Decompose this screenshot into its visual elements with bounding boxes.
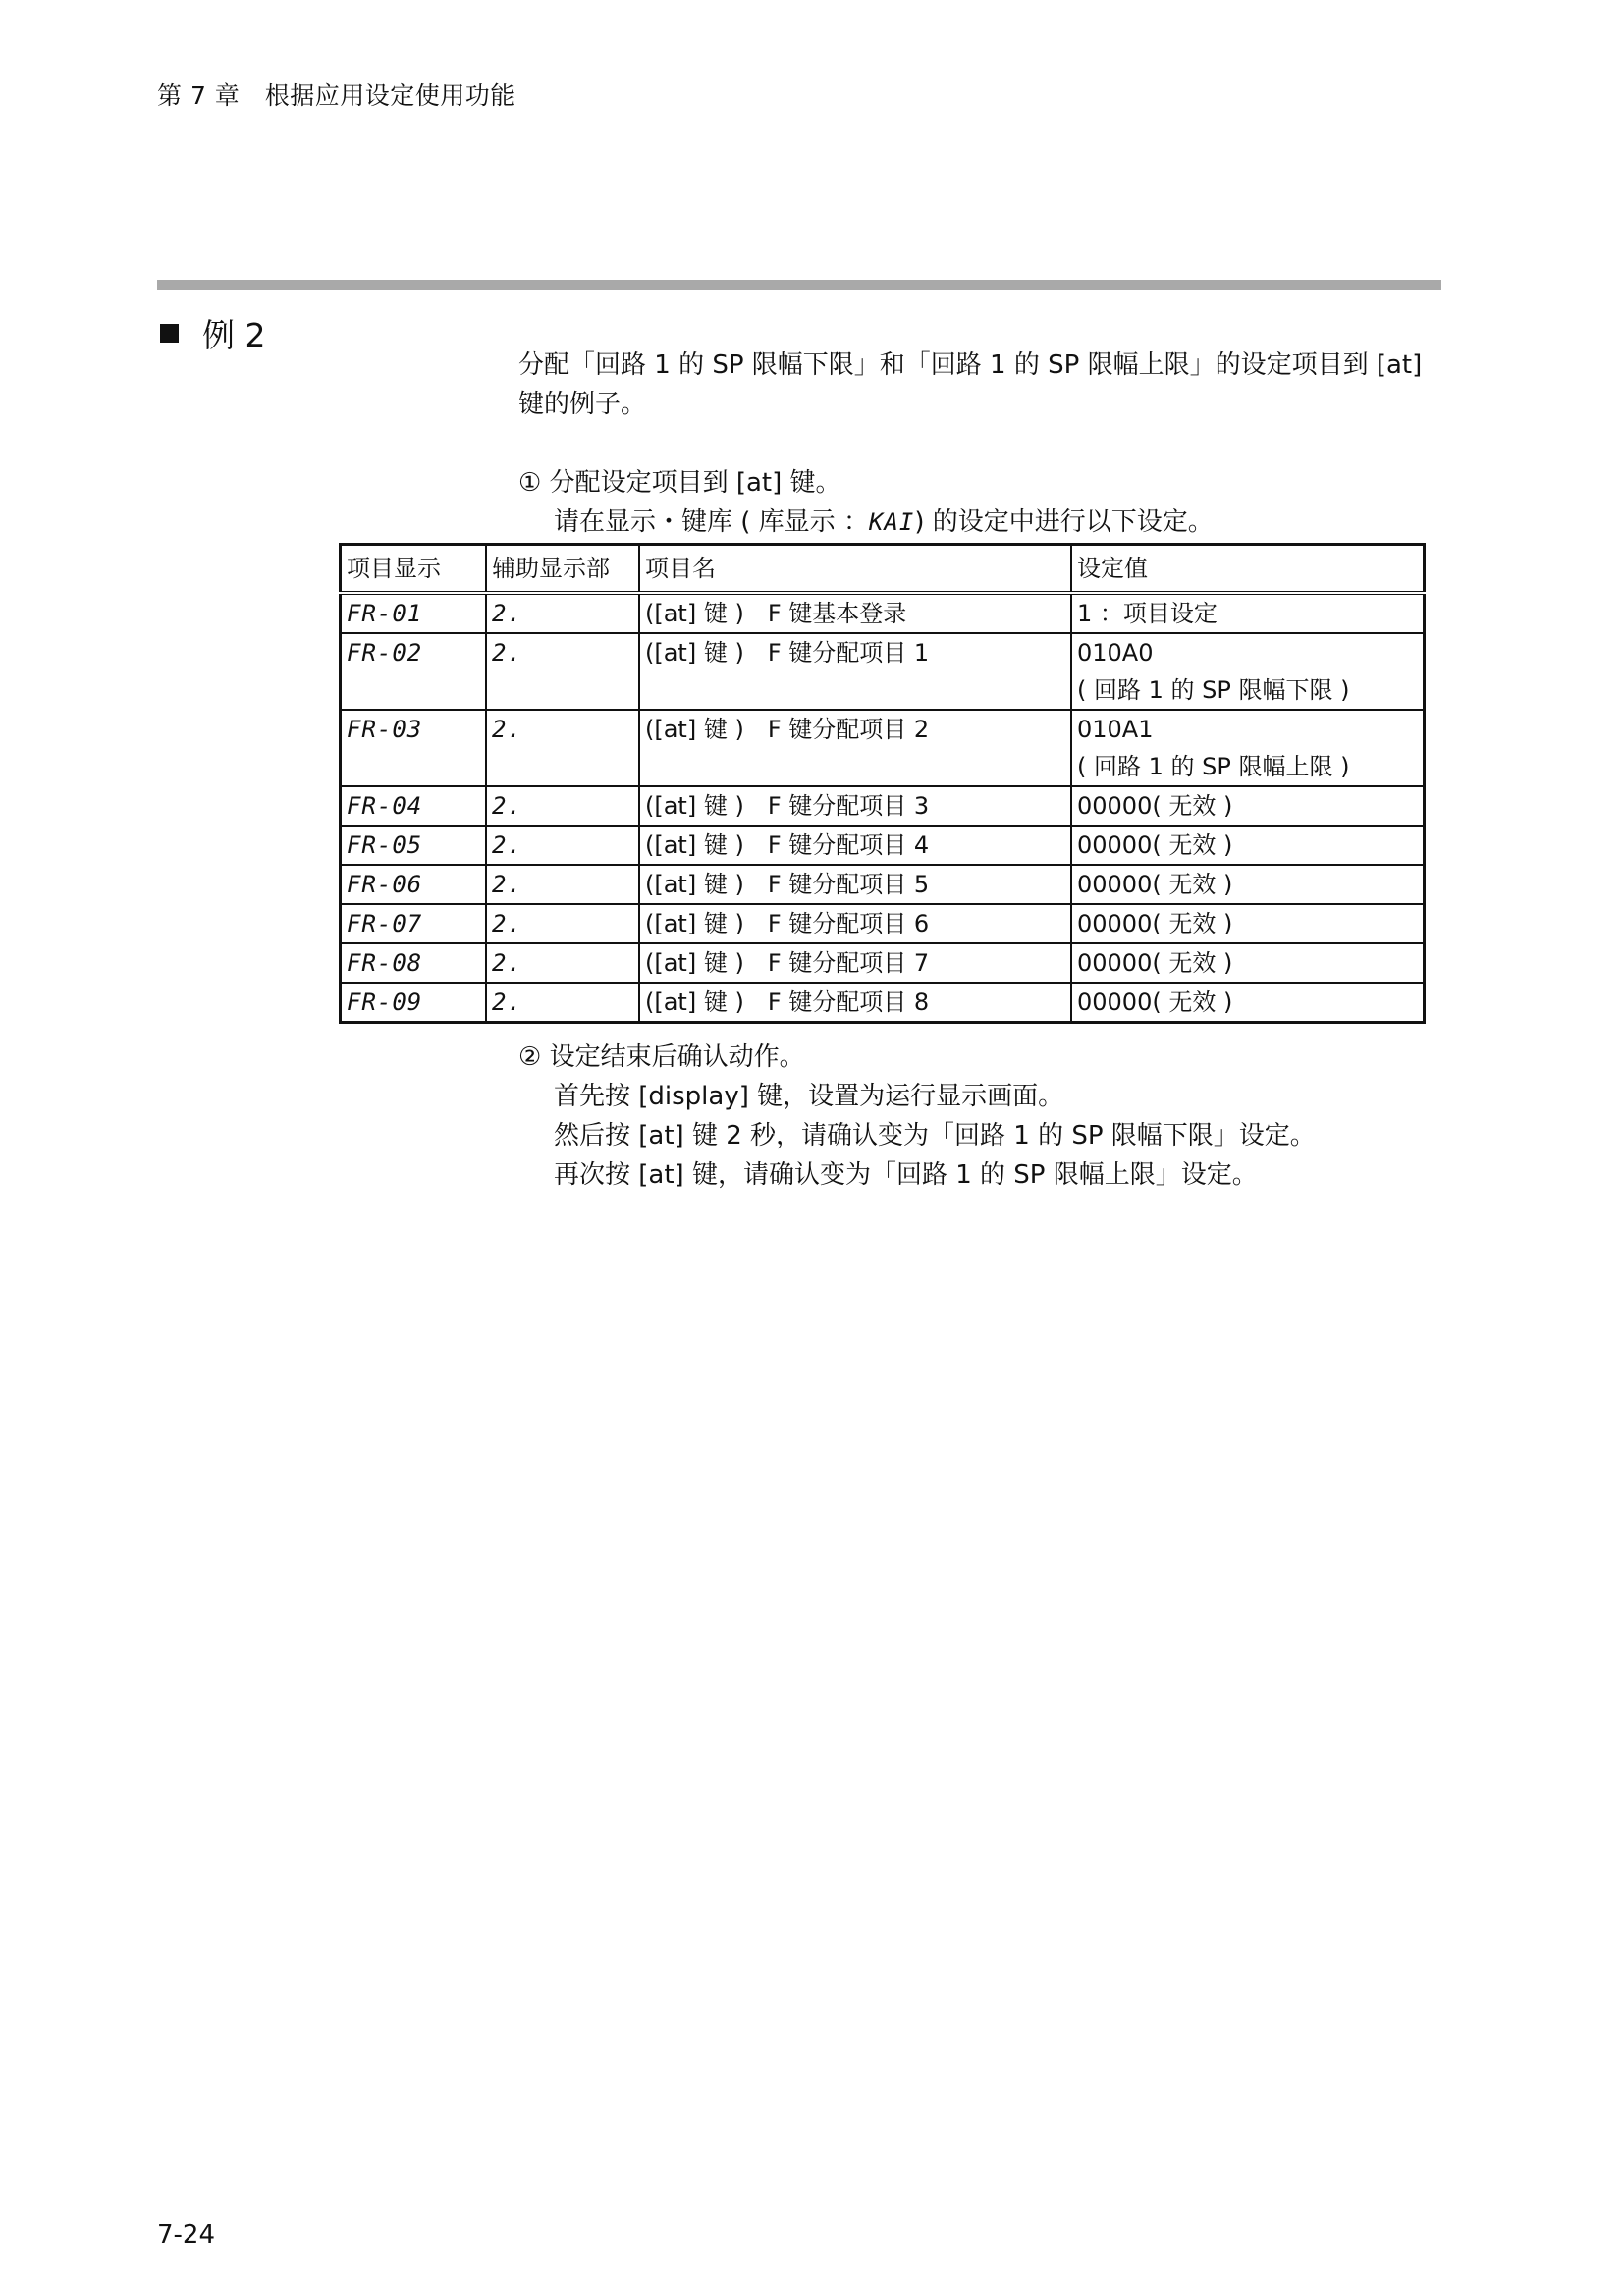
column-header: 项目显示	[341, 545, 487, 594]
setting-value-cell: 1 ：项目设定	[1071, 593, 1425, 633]
item-display-cell: FR-02	[341, 633, 487, 710]
setting-value-cell: 00000( 无效 )	[1071, 983, 1425, 1023]
aux-display-cell: 2.	[486, 710, 639, 786]
setting-value-cell: 010A1 ( 回路 1 的 SP 限幅上限 )	[1071, 710, 1425, 786]
step-1-title: ① 分配设定项目到 [at] 键。	[518, 468, 841, 498]
column-header: 辅助显示部	[486, 545, 639, 594]
aux-display-cell: 2.	[486, 983, 639, 1023]
item-display-cell: FR-05	[341, 826, 487, 865]
step-1-instruction: 请在显示・键库 ( 库显示 ：KAI) 的设定中进行以下设定。	[554, 507, 1214, 537]
step-2-line: 然后按 [at] 键 2 秒，请确认变为「回路 1 的 SP 限幅下限」设定。	[554, 1121, 1316, 1150]
table-row	[341, 983, 1425, 1023]
table-row	[341, 865, 1425, 904]
setting-value-cell: 00000( 无效 )	[1071, 865, 1425, 904]
setting-value-cell: 00000( 无效 )	[1071, 786, 1425, 826]
table-row	[341, 786, 1425, 826]
item-name-cell: ([at] 键 ) F 键分配项目 3	[639, 786, 1071, 826]
column-header: 项目名	[639, 545, 1071, 594]
aux-display-cell: 2.	[486, 904, 639, 943]
table-header-row	[341, 545, 1425, 594]
section-title-text: 例 2	[202, 316, 266, 354]
step-2-title: ② 设定结束后确认动作。	[518, 1042, 805, 1072]
chapter-header: 第 7 章 根据应用设定使用功能	[157, 81, 515, 110]
item-display-cell: FR-01	[341, 593, 487, 633]
step-2-line: 再次按 [at] 键，请确认变为「回路 1 的 SP 限幅上限」设定。	[554, 1160, 1258, 1190]
setting-value-cell: 00000( 无效 )	[1071, 943, 1425, 983]
step-1	[518, 463, 1214, 542]
item-name-cell: ([at] 键 ) F 键分配项目 8	[639, 983, 1071, 1023]
item-display-cell: FR-04	[341, 786, 487, 826]
column-header: 设定值	[1071, 545, 1425, 594]
item-name-cell: ([at] 键 ) F 键分配项目 2	[639, 710, 1071, 786]
table-row	[341, 633, 1425, 710]
item-display-cell: FR-06	[341, 865, 487, 904]
table-row	[341, 826, 1425, 865]
aux-display-cell: 2.	[486, 865, 639, 904]
table-row	[341, 904, 1425, 943]
item-display-cell: FR-09	[341, 983, 487, 1023]
settings-table	[339, 543, 1426, 1024]
item-name-cell: ([at] 键 ) F 键分配项目 4	[639, 826, 1071, 865]
setting-value-cell: 00000( 无效 )	[1071, 904, 1425, 943]
item-name-cell: ([at] 键 ) F 键分配项目 5	[639, 865, 1071, 904]
item-display-cell: FR-07	[341, 904, 487, 943]
item-name-cell: ([at] 键 ) F 键分配项目 6	[639, 904, 1071, 943]
square-bullet-icon	[160, 324, 179, 343]
section-title	[160, 310, 266, 356]
setting-value-cell: 010A0 ( 回路 1 的 SP 限幅下限 )	[1071, 633, 1425, 710]
item-name-cell: ([at] 键 ) F 键分配项目 7	[639, 943, 1071, 983]
item-name-cell: ([at] 键 ) F 键基本登录	[639, 593, 1071, 633]
intro-paragraph: 分配「回路 1 的 SP 限幅下限」和「回路 1 的 SP 限幅上限」的设定项目到 [at] 键的例子。	[518, 350, 1423, 419]
table-row	[341, 943, 1425, 983]
aux-display-cell: 2.	[486, 633, 639, 710]
page-number: 7-24	[157, 2220, 216, 2250]
table-row	[341, 593, 1425, 633]
item-display-cell: FR-08	[341, 943, 487, 983]
aux-display-cell: 2.	[486, 943, 639, 983]
aux-display-cell: 2.	[486, 826, 639, 865]
aux-display-cell: 2.	[486, 593, 639, 633]
table-row	[341, 710, 1425, 786]
aux-display-cell: 2.	[486, 786, 639, 826]
step-2	[518, 1038, 1316, 1195]
step-2-line: 首先按 [display] 键，设置为运行显示画面。	[554, 1082, 1064, 1111]
item-name-cell: ([at] 键 ) F 键分配项目 1	[639, 633, 1071, 710]
section-divider	[157, 280, 1441, 290]
item-display-cell: FR-03	[341, 710, 487, 786]
setting-value-cell: 00000( 无效 )	[1071, 826, 1425, 865]
lcd-code: KAI	[868, 508, 915, 536]
